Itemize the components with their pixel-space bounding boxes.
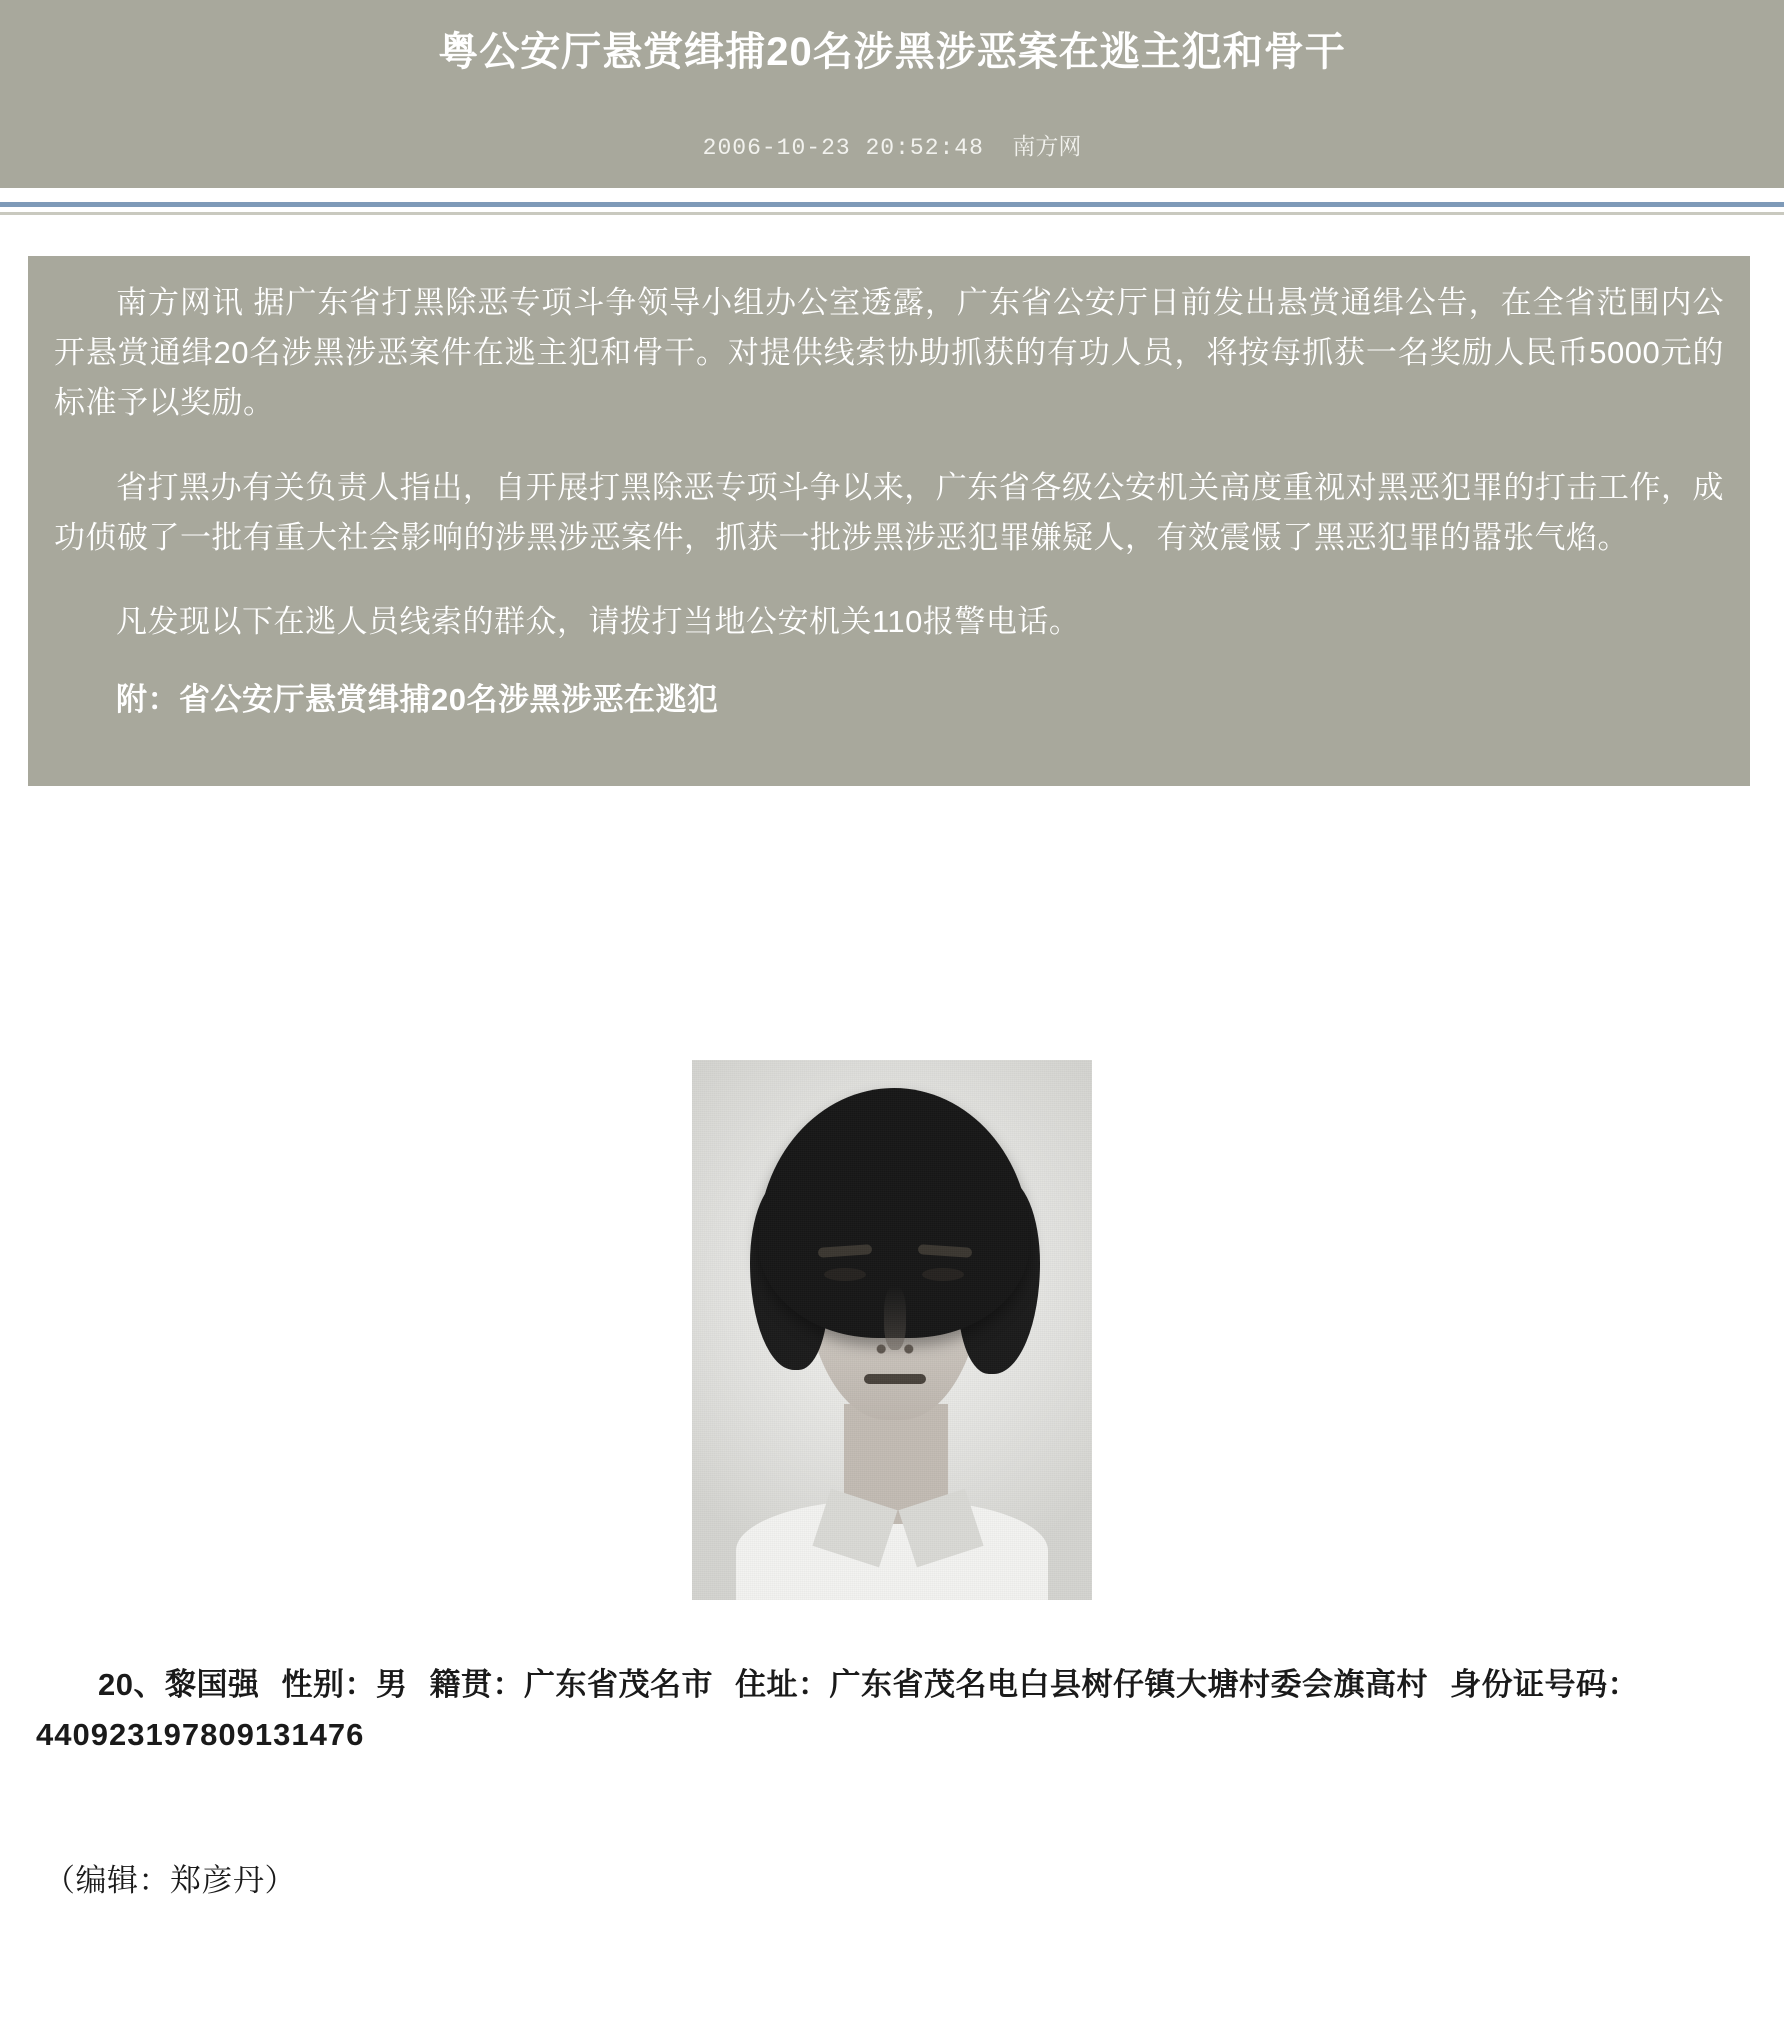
editor-credit: （编辑：郑彦丹） <box>44 1863 296 1898</box>
article-paragraph: 南方网讯 据广东省打黑除恶专项斗争领导小组办公室透露，广东省公安厅日前发出悬赏通缉公告，在全省范围内公开悬赏通缉20名涉黑涉恶案件在逃主犯和骨干。对提供线索协助抓获的有功人员，将按每抓获一名奖励人民币5000元的标准予以奖励。 <box>54 285 1724 421</box>
id-label: 身份证号码： <box>1449 1667 1639 1702</box>
photo-grain-overlay <box>692 1060 1092 1600</box>
article-body <box>28 256 1750 786</box>
article-paragraph: 省打黑办有关负责人指出，自开展打黑除恶专项斗争以来，广东省各级公安机关高度重视对黑恶犯罪的打击工作，成功侦破了一批有重大社会影响的涉黑涉恶案件，抓获一批涉黑涉恶犯罪嫌疑人，有效震慑了黑恶犯罪的嚣张气焰。 <box>54 469 1724 555</box>
id-number-value: 440923197809131476 <box>36 1717 365 1753</box>
publish-timestamp: 2006-10-23 20:52:48 <box>702 135 984 161</box>
suspect-photo <box>692 1060 1092 1600</box>
article-meta <box>0 128 1784 161</box>
origin-label: 籍贯： <box>429 1667 524 1702</box>
header-divider-blue <box>0 202 1784 207</box>
gender-value: 男 <box>375 1667 408 1702</box>
publish-source: 南方网 <box>1012 133 1082 159</box>
suspect-photo-container <box>0 1060 1784 1605</box>
address-label: 住址： <box>734 1667 830 1702</box>
article-paragraph: 凡发现以下在逃人员线索的群众，请拨打当地公安机关110报警电话。 <box>116 604 1081 640</box>
suspect-detail <box>36 1660 1748 1760</box>
gender-label: 性别： <box>281 1667 376 1702</box>
page-title: 粤公安厅悬赏缉捕20名涉黑涉恶案在逃主犯和骨干 <box>438 30 1346 74</box>
header-divider-grey <box>0 212 1784 215</box>
article-header-band <box>0 0 1784 188</box>
suspect-detail-line <box>36 1660 1748 1760</box>
origin-value: 广东省茂名市 <box>523 1667 713 1702</box>
attachment-heading: 附：省公安厅悬赏缉捕20名涉黑涉恶在逃犯 <box>116 682 719 718</box>
suspect-name: 黎国强 <box>164 1667 260 1702</box>
suspect-index: 20、 <box>98 1667 165 1702</box>
address-value: 广东省茂名电白县树仔镇大塘村委会旗高村 <box>829 1667 1428 1702</box>
